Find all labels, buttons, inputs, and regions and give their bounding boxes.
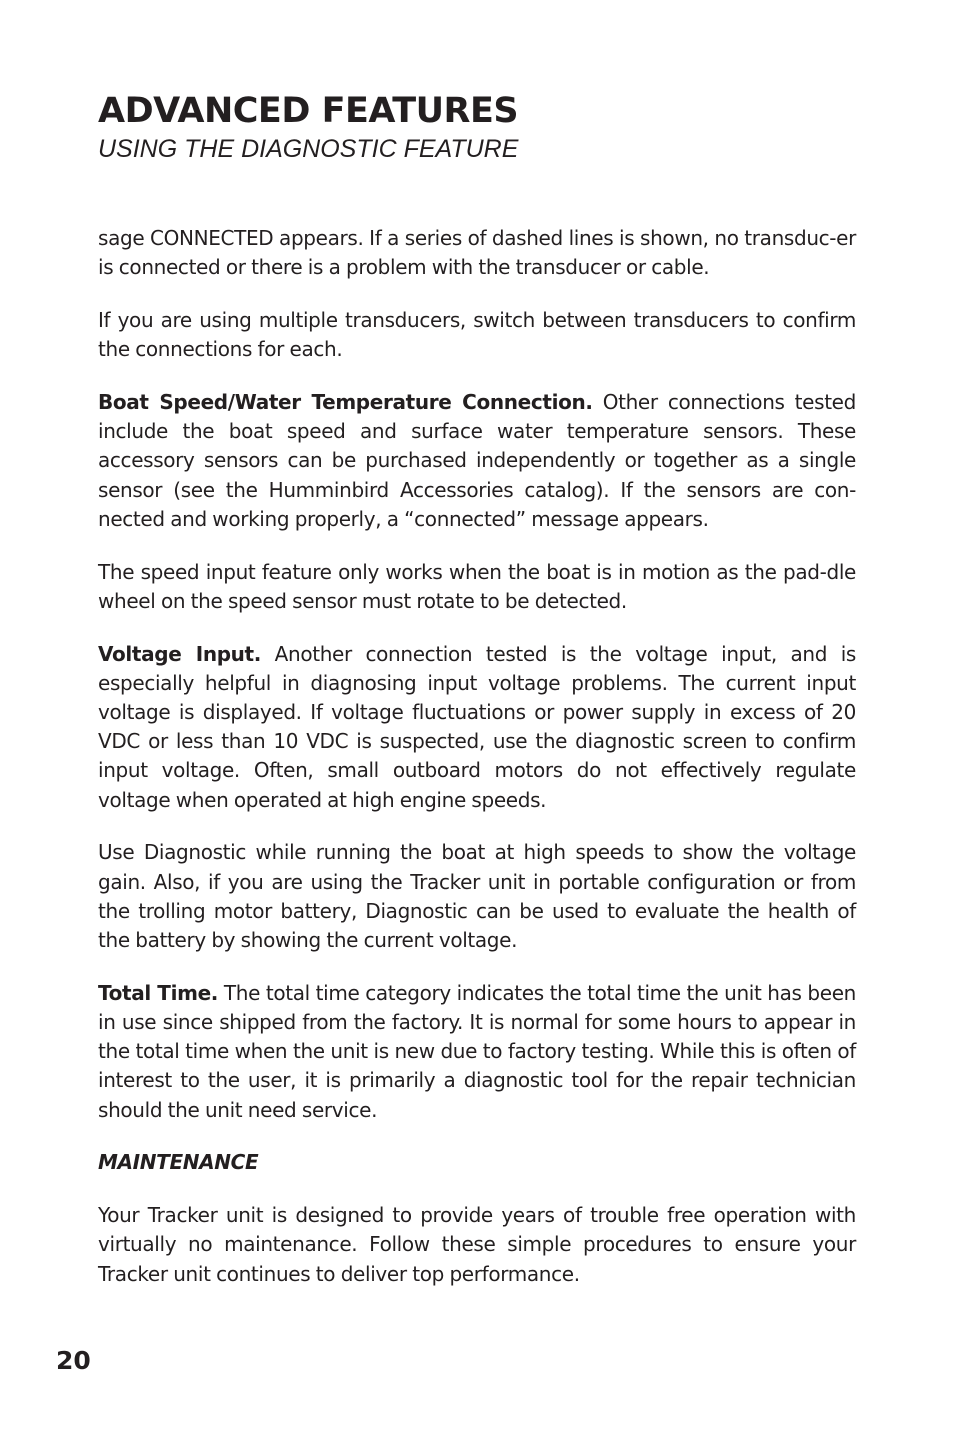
paragraph-lead: Total Time.	[98, 980, 219, 1005]
paragraph-text: The total time category indicates the total time the unit has been in use since shipped from the factory. It is normal for some hours to appear in the total time when the unit is new due to factory testing. While this is often of interest to the user, it is primarily a diagnostic tool for the repair technician should the unit need service.	[98, 980, 856, 1122]
body-text	[98, 224, 856, 1312]
paragraph-connected	[98, 224, 856, 282]
paragraph-lead: Voltage Input.	[98, 641, 262, 666]
paragraph-text: Other connections tested include the boat speed and surface water temperature sensors. These accessory sensors can be purchased independently or together as a single sensor (see the Humminbird Accessories catalog). If the sensors are con-nected and working properly, a “connected” message appears.	[98, 390, 856, 531]
paragraph-voltage-gain	[98, 838, 856, 955]
page-subtitle: USING THE DIAGNOSTIC FEATURE	[98, 135, 519, 163]
paragraph-speed-input	[98, 558, 856, 616]
page-title: ADVANCED FEATURES	[98, 91, 519, 131]
paragraph-multiple-transducers	[98, 306, 856, 364]
paragraph-text: sage CONNECTED appears. If a series of dashed lines is shown, no transduc-er is connected or there is a problem with the transducer or cable.	[98, 226, 856, 280]
maintenance-heading: MAINTENANCE	[98, 1150, 259, 1175]
paragraph-boat-speed	[98, 388, 856, 534]
paragraph-text: If you are using multiple transducers, switch between transducers to confirm the connections for each.	[98, 308, 856, 362]
paragraph-text: The speed input feature only works when the boat is in motion as the pad-dle wheel on the speed sensor must rotate to be detected.	[98, 559, 856, 613]
paragraph-voltage-input	[98, 640, 856, 815]
paragraph-text: Use Diagnostic while running the boat at high speeds to show the voltage gain. Also, if you are using the Tracker unit in portable configuration or from the trolling motor battery, Diagnostic can be used to evaluate the health of the battery by showing the current voltage.	[98, 840, 856, 953]
paragraph-text: Another connection tested is the voltage input, and is especially helpful in diagnosing input voltage problems. The current input voltage is displayed. If voltage fluctuations or power supply in excess of 20 VDC or less than 10 VDC is suspected, use the diagnostic screen to confirm input voltage. Often, small outboard motors do not effectively regulate voltage when operated at high engine speeds.	[98, 641, 856, 812]
page-number: 20	[56, 1346, 91, 1375]
page-header	[98, 88, 858, 164]
paragraph-maintenance: Your Tracker unit is designed to provide years of trouble free operation with virtually no maintenance. Follow these simple procedures to ensure your Tracker unit continues to deliver top performance.	[98, 1203, 856, 1286]
paragraph-lead: Boat Speed/Water Temperature Connection.	[98, 390, 593, 414]
paragraph-total-time	[98, 979, 856, 1125]
